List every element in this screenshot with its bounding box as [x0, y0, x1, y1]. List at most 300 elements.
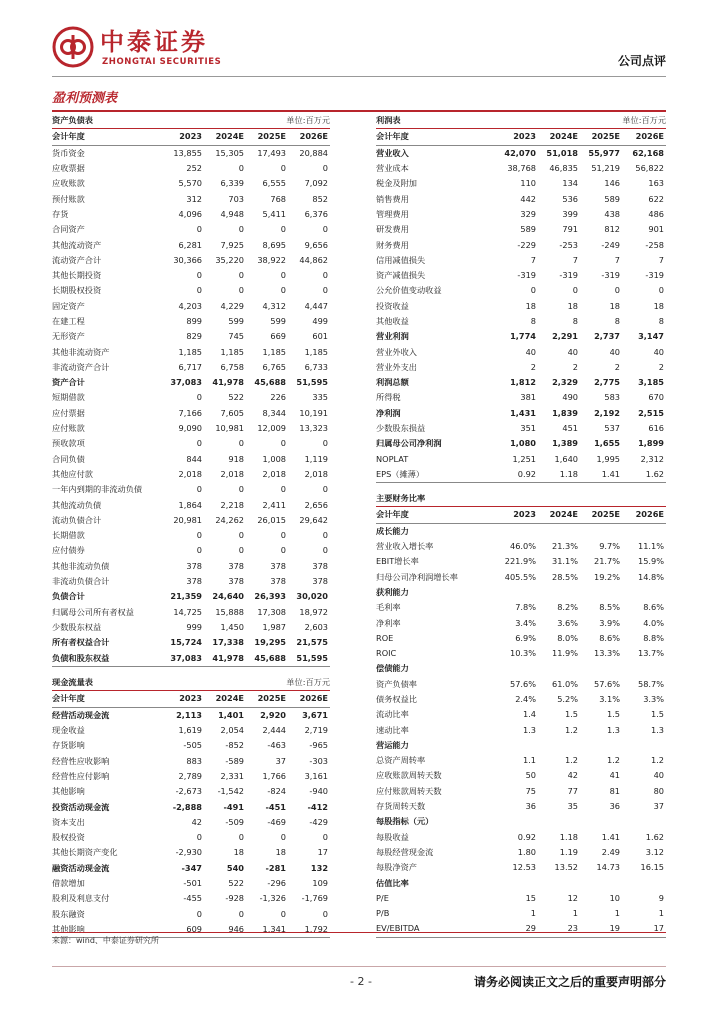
cell-value: 2,444: [262, 725, 286, 736]
cell-value: 2,737: [594, 331, 620, 342]
table-row: [376, 467, 666, 483]
cell-value: 12.53: [512, 862, 536, 873]
cell-value: 146: [604, 178, 620, 189]
cell-value: 1.5: [650, 709, 664, 720]
column-header: 2025E: [580, 129, 622, 145]
cell-value: 791: [562, 224, 578, 235]
row-label: 速动比率: [376, 724, 409, 735]
row-label: 毛利率: [376, 602, 401, 613]
table-row: [376, 145, 666, 161]
cell-value: 17,308: [257, 606, 286, 617]
table-row: [52, 543, 330, 558]
row-label: ROE: [376, 632, 394, 643]
cell-value: 378: [228, 576, 244, 587]
table-row: [52, 375, 330, 390]
cell-value: 1,185: [178, 346, 202, 357]
page-number: - 2 -: [350, 975, 372, 988]
cell-value: 351: [520, 423, 536, 434]
cell-value: 5,570: [178, 178, 202, 189]
cell-value: 0: [280, 224, 286, 235]
cell-value: 41,978: [212, 377, 244, 388]
cell-value: 522: [228, 878, 244, 888]
row-label: 所得税: [376, 392, 401, 403]
table-row: [376, 707, 666, 722]
cell-value: 2,018: [220, 468, 244, 479]
table-row: [52, 253, 330, 268]
cell-value: [622, 585, 666, 600]
table-row: [376, 314, 666, 329]
cell-value: 30,020: [296, 591, 329, 602]
table-title: 资产负债表: [52, 113, 162, 129]
cell-value: -319: [645, 270, 665, 281]
table-row: [52, 497, 330, 512]
table-row: [376, 375, 666, 390]
cell-value: 40: [653, 770, 664, 781]
cell-value: [496, 875, 538, 890]
cell-value: 61.0%: [551, 678, 578, 689]
cell-value: [538, 738, 580, 753]
row-label: 流动比率: [376, 709, 409, 720]
table-row: [52, 830, 330, 845]
row-label: 每股经营现金流: [376, 846, 434, 857]
column-header: 2024E: [538, 507, 580, 523]
cell-value: 1.18: [538, 467, 580, 483]
table-row: [376, 539, 666, 554]
column-header: 2023: [496, 129, 538, 145]
table-row: [376, 661, 666, 676]
cell-value: 57.6%: [509, 678, 536, 689]
table-row: [376, 268, 666, 283]
cell-value: 599: [270, 316, 286, 326]
cell-value: 4,312: [262, 300, 286, 311]
cell-value: 0: [658, 285, 665, 296]
cell-value: 57.6%: [593, 678, 620, 689]
row-label: 投资收益: [376, 300, 409, 311]
cell-value: 490: [562, 392, 578, 403]
cell-value: 19: [580, 921, 622, 937]
row-label: 获利能力: [376, 586, 409, 597]
table-row: [376, 222, 666, 237]
cell-value: 0: [280, 530, 286, 541]
table-row: [52, 799, 330, 814]
table-row: [376, 329, 666, 344]
table-row: [376, 722, 666, 737]
cell-value: 2,018: [262, 468, 286, 479]
row-label: 净利润: [376, 407, 401, 418]
cell-value: 0: [322, 270, 329, 281]
cell-value: -965: [309, 740, 329, 751]
cell-value: 1.62: [622, 467, 666, 483]
cell-value: 9.7%: [599, 541, 620, 552]
cell-value: 0: [238, 163, 244, 174]
cell-value: 522: [228, 392, 244, 403]
cell-value: 451: [562, 423, 578, 434]
cell-value: 5.2%: [557, 694, 578, 704]
cell-value: 0: [238, 270, 244, 281]
cell-value: 2,054: [220, 725, 244, 736]
row-label: 研发费用: [376, 224, 409, 235]
row-label: 其他非流动负债: [52, 560, 110, 571]
cell-value: 378: [312, 560, 329, 571]
table-row: [52, 161, 330, 176]
table-row: [52, 467, 330, 482]
cell-value: 0: [530, 285, 536, 296]
cell-value: 883: [186, 755, 202, 766]
row-label: 少数股东权益: [52, 621, 102, 632]
row-label: 公允价值变动收益: [376, 285, 442, 296]
row-label: 短期借款: [52, 392, 85, 403]
row-label: 成长能力: [376, 525, 409, 536]
table-row: [376, 600, 666, 615]
table-row: [52, 406, 330, 421]
table-row: [52, 861, 330, 876]
cell-value: 45,688: [254, 377, 286, 388]
table-row: [376, 283, 666, 298]
row-label: 税金及附加: [376, 178, 417, 189]
row-label: EPS（摊薄）: [376, 467, 496, 483]
cell-value: -296: [267, 878, 286, 888]
row-label: 预付账款: [52, 193, 85, 204]
cell-value: 1,119: [304, 453, 329, 464]
table-row: [52, 421, 330, 436]
cell-value: 26,393: [254, 591, 286, 602]
cell-value: 4,948: [220, 208, 244, 219]
row-label: 借款增加: [52, 878, 85, 888]
row-label: 无形资产: [52, 331, 85, 342]
cell-value: 3.9%: [599, 617, 620, 628]
cell-value: [580, 814, 622, 829]
table-row: [52, 344, 330, 359]
cell-value: [622, 738, 666, 753]
cell-value: 2,656: [304, 499, 329, 510]
cell-value: 7: [572, 254, 578, 265]
row-label: 其他流动资产: [52, 239, 102, 250]
table-row: [52, 191, 330, 206]
row-label: 非流动资产合计: [52, 361, 110, 372]
cell-value: 18: [275, 847, 286, 858]
cell-value: 1,185: [220, 346, 244, 357]
cell-value: 8: [572, 316, 578, 326]
cell-value: 7: [530, 254, 536, 265]
cell-value: 1,389: [552, 438, 578, 449]
table-row: [376, 921, 666, 937]
cell-value: 15,305: [215, 147, 244, 158]
cell-value: 51,018: [546, 147, 578, 158]
cell-value: 21.3%: [551, 541, 578, 552]
row-label: EBIT增长率: [376, 556, 419, 567]
cell-value: 7,166: [178, 407, 202, 418]
column-header: 2024E: [538, 129, 580, 145]
cell-value: 378: [186, 560, 202, 571]
cell-value: 589: [520, 224, 536, 235]
table-row: [376, 906, 666, 921]
row-label: 资产负债率: [376, 678, 417, 689]
table-row: [52, 513, 330, 528]
row-label: 归属母公司净利润: [376, 438, 442, 449]
cell-value: 1.19: [559, 846, 578, 857]
cell-value: 442: [520, 193, 536, 204]
cell-value: 2,291: [552, 331, 578, 342]
cell-value: 1,864: [178, 499, 202, 510]
column-header: 2024E: [204, 691, 246, 707]
cell-value: 0: [238, 484, 244, 495]
cell-value: 11.9%: [551, 648, 578, 659]
cell-value: 2,312: [640, 453, 665, 464]
cell-value: 2,218: [220, 499, 244, 510]
cell-value: 134: [562, 178, 578, 189]
cell-value: 8: [658, 316, 665, 326]
table-row: [52, 176, 330, 191]
table-row: [52, 436, 330, 451]
table-row: [52, 268, 330, 283]
cell-value: 1,008: [262, 453, 286, 464]
cell-value: 15,888: [215, 606, 244, 617]
disclaimer-note: 请务必阅读正文之后的重要声明部分: [473, 975, 666, 989]
unit-label: 单位:百万元: [246, 113, 330, 129]
row-label: 股权投资: [52, 832, 85, 843]
cell-value: 0: [280, 832, 286, 843]
row-label: 非流动负债合计: [52, 576, 110, 587]
table-row: [376, 631, 666, 646]
cell-value: 6,555: [262, 178, 286, 189]
cell-value: 1.5: [606, 709, 620, 720]
cell-value: 2,920: [260, 709, 286, 720]
cell-value: 8.8%: [643, 632, 664, 643]
cell-value: 9,656: [304, 239, 329, 250]
cell-value: 0: [238, 224, 244, 235]
cell-value: 37,083: [170, 377, 202, 388]
table-row: [52, 329, 330, 344]
table-row: [376, 814, 666, 829]
cell-value: [580, 585, 622, 600]
table-row: [52, 784, 330, 799]
cell-value: 1.1: [522, 755, 536, 766]
table-row: [52, 283, 330, 298]
cell-value: 0: [322, 484, 329, 495]
cell-value: 1.4: [522, 709, 536, 720]
brand-name-en: ZHONGTAI SECURITIES: [102, 57, 222, 67]
cell-value: -2,888: [172, 801, 202, 812]
cell-value: 8.2%: [557, 602, 578, 613]
table-row: [52, 237, 330, 252]
cell-value: 21,575: [296, 637, 329, 648]
table-row: [376, 585, 666, 600]
cell-value: -347: [181, 862, 202, 873]
row-label: 营业利润: [376, 331, 409, 342]
cell-value: -1,326: [259, 893, 286, 904]
cell-value: 75: [525, 785, 536, 796]
cell-value: 8,695: [262, 239, 286, 250]
cell-value: -249: [601, 239, 620, 250]
cell-value: 0: [238, 438, 244, 449]
cell-value: 2,515: [638, 407, 665, 418]
table-row: [52, 650, 330, 666]
row-label: 应收账款: [52, 178, 85, 189]
table-row: [376, 176, 666, 191]
cell-value: 17,493: [257, 147, 286, 158]
cell-value: 8.5%: [599, 602, 620, 613]
cell-value: 42: [567, 770, 578, 781]
cell-value: 0: [280, 484, 286, 495]
cell-value: 45,688: [246, 650, 288, 666]
cell-value: [622, 661, 666, 676]
cell-value: 0: [196, 270, 202, 281]
cell-value: 1: [572, 908, 578, 919]
cell-value: 29: [496, 921, 538, 937]
cell-value: 1: [530, 908, 536, 919]
row-label: 资本支出: [52, 816, 85, 827]
cell-value: 1,774: [510, 331, 536, 342]
cell-value: [580, 661, 622, 676]
cell-value: 80: [653, 785, 664, 796]
cell-value: 0: [322, 832, 329, 843]
cell-value: -429: [309, 816, 329, 827]
cell-value: 4,096: [178, 208, 202, 219]
row-label: 其他长期投资: [52, 270, 102, 281]
cell-value: 1,080: [510, 438, 536, 449]
row-label: 负债合计: [52, 591, 85, 602]
row-label: 在建工程: [52, 316, 85, 326]
row-label: 财务费用: [376, 239, 409, 250]
row-label: 融资活动现金流: [52, 862, 110, 873]
row-label: 每股收益: [376, 831, 409, 842]
cell-value: 599: [228, 316, 244, 326]
cell-value: 0: [196, 484, 202, 495]
row-label: 经营性应收影响: [52, 755, 110, 766]
cell-value: 829: [186, 331, 202, 342]
cell-value: 1.2: [650, 755, 664, 766]
row-label: 合同资产: [52, 224, 85, 235]
cell-value: 486: [648, 208, 665, 219]
cell-value: 2,018: [178, 468, 202, 479]
cell-value: 24,262: [215, 514, 244, 525]
cell-value: 13.3%: [593, 648, 620, 659]
cell-value: 438: [604, 208, 620, 219]
cell-value: 812: [604, 224, 620, 235]
row-label: 预收款项: [52, 438, 85, 449]
cell-value: 1.2: [606, 755, 620, 766]
cell-value: 77: [567, 785, 578, 796]
cell-value: -940: [309, 786, 329, 797]
cell-value: 36: [609, 801, 620, 812]
table-row: [376, 390, 666, 405]
cell-value: 601: [312, 331, 329, 342]
cell-value: 18,972: [299, 606, 329, 617]
row-label: 一年内到期的非流动负债: [52, 484, 143, 495]
row-label: 流动资产合计: [52, 254, 102, 265]
cell-value: 2.4%: [515, 694, 536, 704]
cell-value: -589: [225, 755, 244, 766]
cell-value: 6,339: [220, 178, 244, 189]
cell-value: 3,671: [302, 709, 329, 720]
cell-value: 3,185: [638, 377, 665, 388]
cell-value: 20,981: [173, 514, 202, 525]
cell-value: 8,344: [262, 407, 286, 418]
cell-value: 0: [322, 530, 329, 541]
table-row: [52, 390, 330, 405]
cell-value: 2,018: [304, 468, 329, 479]
row-label: 长期股权投资: [52, 285, 102, 296]
cell-value: 1.3: [522, 724, 536, 735]
row-label: 存货周转天数: [376, 801, 426, 812]
cell-value: 0: [280, 908, 286, 919]
table-row: [52, 635, 330, 650]
cell-value: 4,203: [178, 300, 202, 311]
cell-value: 622: [648, 193, 665, 204]
cell-value: 109: [312, 878, 329, 888]
cell-value: 2,113: [176, 709, 202, 720]
cell-value: 221.9%: [504, 556, 536, 567]
cell-value: 19,295: [254, 637, 286, 648]
table-row: [376, 421, 666, 436]
cell-value: -412: [307, 801, 329, 812]
row-label: 股利及利息支付: [52, 893, 110, 904]
table-row: [52, 559, 330, 574]
cell-value: 1.2: [564, 724, 578, 735]
cell-value: 40: [567, 346, 578, 357]
column-header: 2026E: [622, 507, 666, 523]
balance-sheet-table: [52, 113, 330, 667]
cell-value: 3.3%: [643, 694, 664, 704]
cell-value: 946: [204, 922, 246, 938]
cell-value: -501: [183, 878, 202, 888]
cell-value: 37: [653, 801, 664, 812]
cell-value: -491: [223, 801, 244, 812]
cell-value: 1,185: [262, 346, 286, 357]
column-header: 2023: [496, 507, 538, 523]
cell-value: 0: [196, 545, 202, 556]
cell-value: 163: [648, 178, 665, 189]
table-row: [52, 222, 330, 237]
cell-value: -2,673: [175, 786, 202, 797]
cell-value: 4,229: [220, 300, 244, 311]
column-header: 会计年度: [52, 691, 162, 707]
row-label: 其他收益: [376, 316, 409, 326]
cell-value: 0: [280, 285, 286, 296]
cell-value: 1.3: [606, 724, 620, 735]
cell-value: 3.6%: [557, 617, 578, 628]
cell-value: -303: [309, 755, 329, 766]
cell-value: 41: [609, 770, 620, 781]
unit-label: 单位:百万元: [246, 675, 330, 691]
cell-value: 335: [312, 392, 329, 403]
cell-value: 0: [280, 545, 286, 556]
cell-value: 901: [648, 224, 665, 235]
cell-value: 329: [520, 208, 536, 219]
table-row: [52, 605, 330, 620]
header-divider: [52, 76, 666, 77]
row-label: 管理费用: [376, 208, 409, 219]
cell-value: 41,978: [204, 650, 246, 666]
cell-value: 16.15: [640, 862, 664, 873]
column-header: 2025E: [580, 507, 622, 523]
cell-value: 40: [609, 346, 620, 357]
cell-value: 8: [530, 316, 536, 326]
cell-value: 38,768: [507, 163, 536, 174]
cell-value: 0: [196, 392, 202, 403]
document-type: 公司点评: [617, 54, 666, 68]
cell-value: 0: [238, 285, 244, 296]
zhongtai-logo-icon: [52, 26, 94, 68]
cell-value: 2,331: [220, 770, 244, 781]
cell-value: [622, 875, 666, 890]
cell-value: 852: [312, 193, 329, 204]
column-header: 2024E: [204, 129, 246, 145]
cell-value: 0: [196, 908, 202, 919]
cell-value: -319: [601, 270, 620, 281]
cell-value: 252: [186, 163, 202, 174]
cell-value: 18: [233, 847, 244, 858]
